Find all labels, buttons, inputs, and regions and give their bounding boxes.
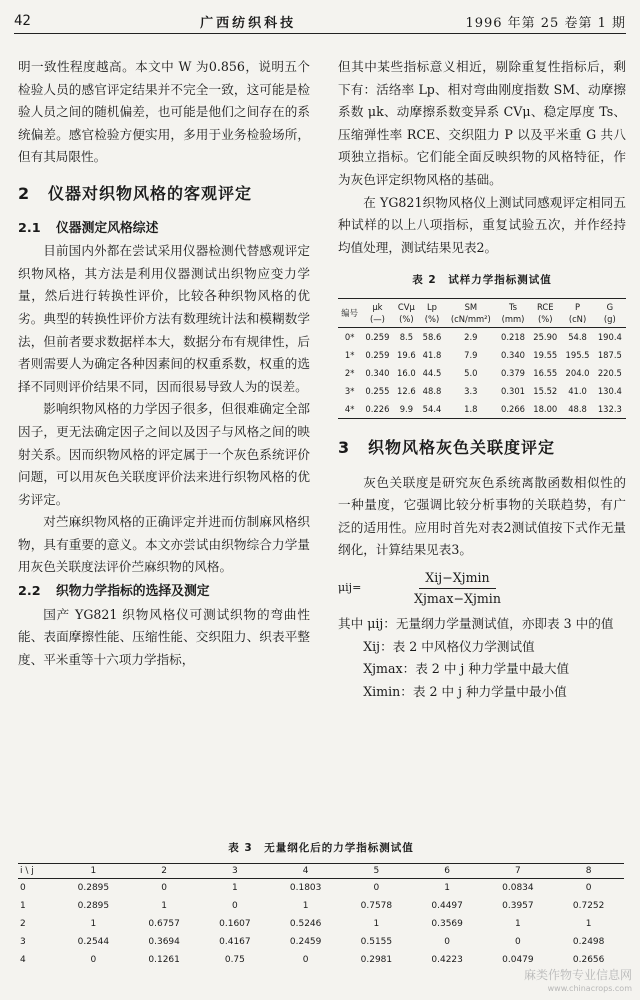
- left-column: [18, 56, 310, 671]
- table-3-cell: 0: [515, 937, 521, 947]
- table-2-cell: 18.00: [529, 400, 561, 419]
- table-3-column-header: 6: [412, 864, 483, 879]
- table-3-cell: 0: [444, 937, 450, 947]
- table-2-row: [338, 364, 626, 382]
- table-3-cell: 1: [585, 919, 592, 929]
- table-2-cell: 44.5: [422, 367, 442, 378]
- table-2-header-row: [338, 298, 626, 327]
- table-2-body: [338, 327, 626, 418]
- table-3-cell: 0.4497: [431, 901, 463, 911]
- table-2-cell: 0.340: [365, 367, 390, 378]
- table-3-cell: 1: [20, 901, 26, 911]
- table-2-cell: 3.3: [464, 385, 478, 396]
- table-2-cell: 15.52: [533, 385, 558, 396]
- paragraph-2-1-b: 影响织物风格的力学因子很多，但很难确定全部因子，更无法确定因子之间以及因子与风格之间的映射关系。因而织物风格的评定属于一个灰色系统评价问题，可以用灰色关联度评价法来进行织物风格的优劣评定。: [18, 401, 310, 507]
- section-2-title: 仪器对织物风格的客观评定: [48, 183, 253, 203]
- table-2-cell: 0.255: [365, 385, 390, 396]
- normalization-formula: [338, 568, 626, 609]
- table-2-column-header: CVμ (%): [394, 298, 420, 327]
- table-3-cell: 0.75: [224, 955, 245, 965]
- table-2-cell: 0.379: [501, 367, 525, 378]
- table-2-cell: 190.4: [597, 331, 622, 342]
- paragraph-2-2: 国产 YG821 织物风格仪可测试织物的弯曲性能、表面摩擦性能、压缩性能、交织阻力、织表平整度、平米重等十六项力学指标，: [18, 606, 310, 667]
- definition-xij: Xij：表 2 中风格仪力学测试值: [363, 638, 535, 654]
- table-2-column-header: RCE (%): [529, 298, 561, 327]
- paragraph-3-a: 灰色关联度是研究灰色系统离散函数相似性的一种量度，它强调比较分析事物的关联趋势，有广泛的适用性。应用时首先对表2测试值按下式作无量纲化，计算结果见表3。: [338, 474, 626, 558]
- table-3-cell: 3: [20, 937, 26, 947]
- table-2-row: [338, 346, 626, 364]
- table-2-cell: 9.9: [394, 400, 420, 419]
- paragraph-2-2-b: 在 YG821织物风格仪上测试同感观评定相同五种试样的以上八项指标，重复试验五次，并作经持均值处理，测试结果见表2。: [338, 194, 626, 255]
- issue-info: 1996 年第 25 卷第 1 期: [465, 15, 626, 31]
- table-3-cell: 1: [302, 901, 309, 911]
- table-3-cell: 1: [373, 919, 380, 929]
- table-3: [18, 863, 624, 969]
- table-3-cell: 0.7252: [572, 901, 605, 911]
- table-2-cell: 48.8: [561, 400, 593, 419]
- section-3-number: 3: [338, 437, 351, 457]
- table-2-cell: 54.4: [419, 400, 445, 419]
- table-2-cell: 41.8: [422, 349, 442, 360]
- subsection-2-2-heading: [18, 581, 310, 604]
- table-2-cell: 204.0: [565, 367, 590, 378]
- table-2-cell: 132.3: [594, 400, 626, 419]
- table-3-cell: 0.2656: [572, 955, 605, 965]
- table-3-column-header: 7: [483, 864, 554, 879]
- formula-denominator: Xjmax−Xjmin: [414, 590, 501, 606]
- table-2-row: [338, 400, 626, 419]
- table-3-cell: 0.3569: [431, 919, 463, 929]
- table-3-cell: 1: [90, 919, 97, 929]
- table-3-column-header: 3: [200, 864, 271, 879]
- table-3-cell: 0: [90, 955, 97, 965]
- table-2-cell: 1.8: [445, 400, 497, 419]
- table-3-cell: 0.3957: [502, 901, 534, 911]
- table-2-cell: 2*: [344, 367, 355, 378]
- watermark-url: www.chinacrops.com: [547, 984, 632, 993]
- table-2-column-header: 编号: [338, 298, 361, 327]
- table-2-cell: 7.9: [464, 349, 478, 360]
- table-3-column-header: 2: [129, 864, 200, 879]
- table-3-column-header: 8: [553, 864, 624, 879]
- table-3-cell: 0.2498: [572, 937, 605, 947]
- table-3-row: [18, 951, 624, 969]
- table-3-cell: 0.1803: [289, 883, 322, 893]
- header-rule: [14, 33, 626, 34]
- table-3-body: [18, 879, 624, 970]
- table-2-cell: 0.266: [497, 400, 529, 419]
- table-2-column-header: G (g): [594, 298, 626, 327]
- table-3-cell: 0: [232, 901, 238, 911]
- table-3-column-header: 1: [58, 864, 129, 879]
- table-3-cell: 0: [585, 883, 592, 893]
- paragraph-2-1-c: 对苎麻织物风格的正确评定并进而仿制麻风格织物，具有重要的意义。本文亦尝试由织物综合力学量用灰色关联度法评价苎麻织物的风格。: [18, 514, 310, 575]
- table-2-cell: 58.6: [422, 331, 442, 342]
- table-2-cell: 19.6: [397, 349, 416, 360]
- table-2-row: [338, 327, 626, 346]
- table-2-cell: 16.0: [397, 367, 416, 378]
- table-3-cell: 0.1261: [148, 955, 180, 965]
- subsection-2-1-number: 2.1: [18, 220, 41, 236]
- table-2-cell: 130.4: [597, 385, 622, 396]
- table-2-cell: 0.301: [501, 385, 525, 396]
- table-3-row: [18, 915, 624, 933]
- table-2-cell: 220.5: [597, 367, 622, 378]
- table-2-cell: 12.6: [397, 385, 416, 396]
- paragraph-2-2-continued: 但其中某些指标意义相近，剔除重复性指标后，剩下有：活络率 Lp、相对弯曲刚度指数 SM、动摩擦系数 μk、动摩擦系数变异系 CVμ、稳定厚度 Ts、压缩弹性率 RCE、交织阻力 P 以及平米重 G 共八项独立指标。它们能全面反映织物的风格特征，作为灰色评定织物风格的基础。: [338, 59, 626, 187]
- table-2-column-header: μk (—): [361, 298, 393, 327]
- section-3-heading: [338, 437, 626, 460]
- table-3-cell: 0.2544: [77, 937, 110, 947]
- section-2-number: 2: [18, 183, 31, 203]
- table-3-row: [18, 879, 624, 898]
- table-2-cell: 0.259: [365, 331, 390, 342]
- subsection-2-1-title: 仪器测定风格综述: [56, 220, 159, 236]
- table-2-cell: 48.8: [422, 385, 442, 396]
- table-2-row: [338, 382, 626, 400]
- table-2-cell: 2.9: [464, 331, 478, 342]
- table-3-cell: 0: [161, 883, 167, 893]
- right-column: [338, 56, 626, 703]
- watermark-title: 麻类作物专业信息网: [523, 968, 632, 982]
- table-3-cell: 0.0479: [502, 955, 534, 965]
- table-2-cell: 0.340: [501, 349, 525, 360]
- table-3-cell: 0.6757: [148, 919, 180, 929]
- table-2-cell: 16.55: [533, 367, 558, 378]
- table-2-column-header: Ts (mm): [497, 298, 529, 327]
- formula-fraction: [408, 568, 507, 609]
- table-3-cell: 0: [20, 883, 26, 893]
- table-3-cell: 0.2895: [77, 901, 110, 911]
- table-2-cell: 0.259: [365, 349, 390, 360]
- table-3-cell: 0.5246: [289, 919, 322, 929]
- running-header: [14, 10, 626, 32]
- table-3-cell: 0.2459: [289, 937, 322, 947]
- table-3-cell: 0.4223: [431, 955, 463, 965]
- table-3-cell: 0.1607: [219, 919, 251, 929]
- table-3-cell: 0.2981: [360, 955, 393, 965]
- table-2-column-header: Lp (%): [419, 298, 445, 327]
- subsection-2-2-title: 织物力学指标的选择及测定: [56, 584, 210, 600]
- formula-lhs: μij=: [338, 581, 362, 595]
- table-2-cell: 4*: [338, 400, 361, 419]
- table-3-cell: 1: [232, 883, 238, 893]
- table-2-cell: 195.5: [565, 349, 590, 360]
- table-3-cell: 0.7578: [360, 901, 393, 911]
- table-2-cell: 8.5: [399, 331, 414, 342]
- table-3-block: [18, 840, 624, 969]
- table-3-column-header: 4: [270, 864, 341, 879]
- table-3-cell: 1: [444, 883, 450, 893]
- table-2-cell: 3*: [344, 385, 355, 396]
- watermark: [524, 968, 632, 996]
- definition-ximin: Ximin：表 2 中 j 种力学量中最小值: [363, 683, 567, 699]
- table-2-cell: 19.55: [533, 349, 558, 360]
- section-2-heading: [18, 183, 310, 206]
- table-3-cell: 0.3694: [148, 937, 180, 947]
- table-3-column-header: i \ j: [18, 864, 58, 879]
- table-2-caption: 表 2 试样力学指标测试值: [412, 274, 552, 287]
- table-2-cell: 0*: [344, 331, 355, 342]
- definition-xjmax: Xjmax：表 2 中 j 种力学量中最大值: [363, 661, 570, 677]
- paragraph-2-1-a: 目前国内外都在尝试采用仪器检测代替感观评定织物风格，其方法是利用仪器测试出织物应变力学量，然后进行转换性评价，比较各种织物风格的优劣。典型的转换性评价方法有数理统计法和模糊数学法，但前者要求数据样本大，数据分布有规律性，后者则需要人为确定各种因素间的权重系数，权重的选择不同则评价结果不同，因而很易导致人为的误差。: [18, 243, 310, 394]
- table-3-cell: 1: [515, 919, 521, 929]
- table-2-cell: 1*: [344, 349, 355, 360]
- table-3-cell: 0.5155: [360, 937, 393, 947]
- subsection-2-1-heading: [18, 218, 310, 241]
- table-3-cell: 4: [20, 955, 26, 965]
- table-2-cell: 0.218: [501, 331, 525, 342]
- table-3-header-row: [18, 864, 624, 879]
- table-2-cell: 41.0: [568, 385, 587, 396]
- table-3-cell: 0: [373, 883, 380, 893]
- table-2-cell: 54.8: [568, 331, 587, 342]
- subsection-2-2-number: 2.2: [18, 584, 41, 600]
- table-3-cell: 0.2895: [77, 883, 110, 893]
- table-3-cell: 0: [302, 955, 309, 965]
- table-3-cell: 1: [161, 901, 167, 911]
- journal-name: 广西纺织科技: [200, 15, 297, 31]
- section-3-title: 织物风格灰色关联度评定: [368, 437, 556, 457]
- table-3-cell: 0.0834: [502, 883, 534, 893]
- table-2-cell: 25.90: [533, 331, 558, 342]
- table-2: [338, 298, 626, 419]
- table-2-cell: 5.0: [464, 367, 478, 378]
- table-3-row: [18, 897, 624, 915]
- table-3-cell: 2: [20, 919, 26, 929]
- intro-paragraph: 明一致性程度越高。本文中 W 为0.856，说明五个检验人员的感官评定结果并不完全一致，这可能是检验人员之间的随机偏差，也可能是他们之间存在的系统偏差。感官检验方便实用，多用于业务检验场所，但有其局限性。: [18, 59, 310, 165]
- table-3-cell: 0.4167: [219, 937, 251, 947]
- formula-numerator: Xij−Xjmin: [419, 568, 495, 589]
- table-3-column-header: 5: [341, 864, 412, 879]
- table-2-column-header: P (cN): [561, 298, 593, 327]
- page-number: 42: [14, 13, 31, 29]
- table-2-cell: 187.5: [597, 349, 622, 360]
- table-3-row: [18, 933, 624, 951]
- table-2-cell: 0.226: [361, 400, 393, 419]
- table-2-column-header: SM (cN/mm²): [445, 298, 497, 327]
- formula-where-line: 其中 μij：无量纲力学量测试值，亦即表 3 中的值: [338, 615, 614, 631]
- table-3-caption: 表 3 无量纲化后的力学指标测试值: [228, 842, 414, 854]
